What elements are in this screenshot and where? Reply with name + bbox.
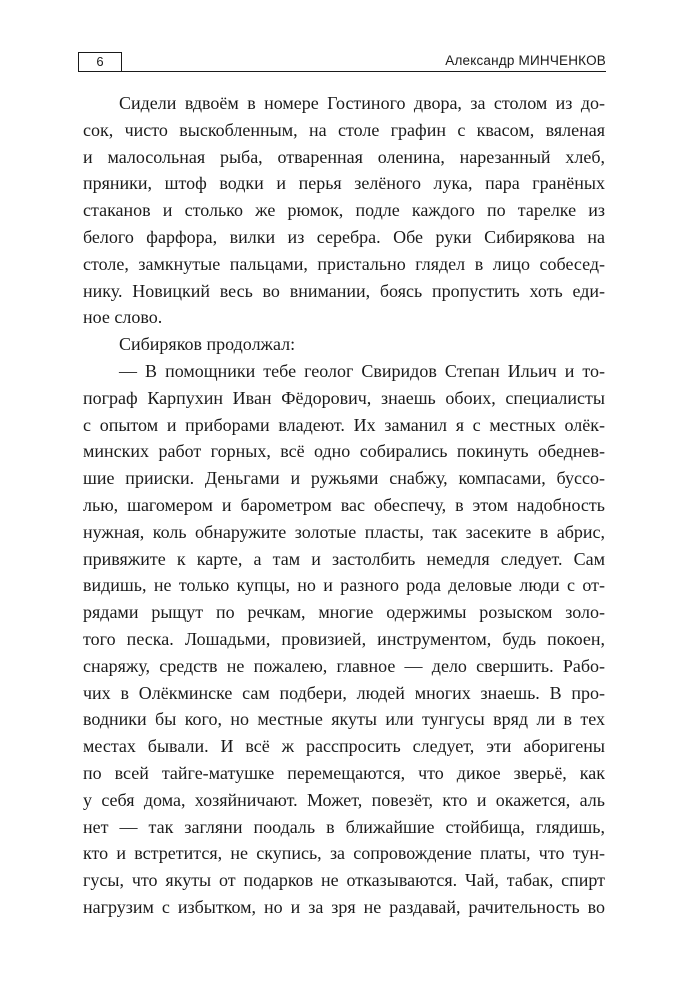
text-line: сок, чисто выскобленным, на столе графин с квасом, вяленая [83, 119, 605, 140]
text-line: шие прииски. Деньгами и ружьями снабжу, компасами, буссо- [83, 468, 605, 489]
text-line: минских работ горных, всё одно собирались покинуть обеднев- [83, 441, 605, 462]
running-head-author: Александр МИНЧЕНКОВ [445, 53, 606, 68]
text-line: пряники, штоф водки и перья зелёного лука, пара гранёных [83, 173, 605, 194]
text-line: нагрузим с избытком, но и за зря не раздавай, рачительность во [83, 896, 605, 917]
text-line: пограф Карпухин Иван Фёдорович, знаешь обоих, специалисты [83, 387, 605, 408]
text-line: по всей тайге-матушке перемещаются, что дикое зверьё, как [83, 762, 605, 783]
text-line: чих в Олёкминске сам подбери, людей многих знаешь. В про- [83, 682, 605, 703]
text-line: и малосольная рыба, отваренная оленина, нарезанный хлеб, [83, 146, 605, 167]
text-line: нужная, коль обнаружите золотые пласты, так засеките в абрис, [83, 521, 605, 542]
text-line: местах бывали. И всё ж расспросить следует, эти аборигены [83, 736, 605, 757]
text-line: водники бы кого, но местные якуты или тунгусы вряд ли в тех [83, 709, 605, 730]
page-number: 6 [78, 52, 122, 72]
text-line: ное слово. [83, 307, 163, 328]
text-line: того песка. Лошадьми, провизией, инструментом, будь покоен, [83, 628, 605, 649]
text-line: нику. Новицкий весь во внимании, боясь пропустить хоть еди- [83, 280, 605, 301]
text-line: стаканов и столько же рюмок, подле каждого по тарелке из [83, 200, 605, 221]
text-line: у себя дома, хозяйничают. Может, повезёт, кто и окажется, аль [83, 789, 605, 810]
text-line: белого фарфора, вилки из серебра. Обе руки Сибирякова на [83, 226, 605, 247]
text-line: видишь, не только купцы, но и разного рода деловые люди с от- [83, 575, 605, 596]
text-line: — В помощники тебе геолог Свиридов Степан Ильич и то- [119, 360, 605, 381]
text-line: Сибиряков продолжал: [119, 334, 296, 355]
text-line: кто и встретится, не скупись, за сопровождение платы, что тун- [83, 843, 605, 864]
text-line: столе, замкнутые пальцами, пристально глядел в лицо собесед- [83, 253, 605, 274]
text-body [83, 90, 605, 921]
text-line: лью, шагомером и барометром вас обеспечу, в этом надобность [83, 494, 605, 515]
text-line: привяжите к карте, а там и застолбить немедля следует. Сам [83, 548, 605, 569]
text-line: рядами рыщут по речкам, многие одержимы розыском золо- [83, 602, 605, 623]
text-line: гусы, что якуты от подарков не отказываются. Чай, табак, спирт [83, 870, 605, 891]
text-line: с опытом и приборами владеют. Их заманил я с местных олёк- [83, 414, 605, 435]
header-rule [121, 71, 606, 72]
text-line: нет — так загляни поодаль в ближайшие стойбища, глядишь, [83, 816, 605, 837]
running-header [78, 52, 606, 74]
text-line: снаряжу, средств не пожалею, главное — дело свершить. Рабо- [83, 655, 605, 676]
text-line: Сидели вдвоём в номере Гостиного двора, за столом из до- [119, 93, 605, 113]
